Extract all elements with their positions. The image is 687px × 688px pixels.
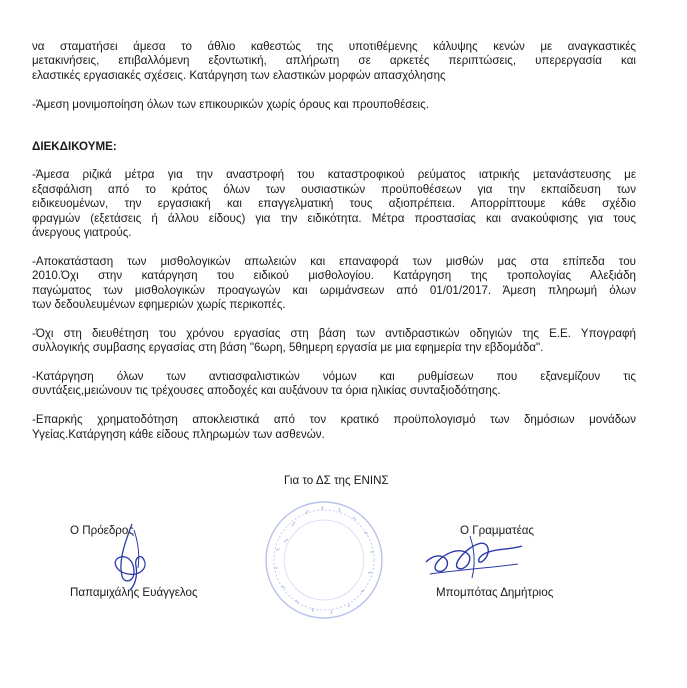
- secretary-name: Μπομπότας Δημήτριος: [436, 586, 554, 599]
- demand-paragraph-1: [32, 255, 636, 313]
- demand-paragraph-0: [32, 168, 636, 240]
- president-signature-icon: [104, 520, 164, 592]
- text-line: -Αποκατάσταση των μισθολογικών απωλειών και επαναφορά των μισθών μας στα επίπεδα του: [32, 254, 636, 268]
- intro-paragraph-1: [32, 98, 636, 112]
- text-line: Υγείας.Κατάργηση κάθε είδους πληρωμών των ασθενών.: [32, 427, 325, 441]
- text-line: παγώματος των μισθολογικών προαγωγών και ωριμάνσεων από 01/01/2017. Άμεση πληρωμή όλων: [32, 283, 636, 297]
- text-line: μετακινήσεις, επιβαλλόμενη εξοντωτική, απλήρωτη σε αρκετές περιπτώσεις, υπερεργασία και: [32, 54, 636, 68]
- demand-paragraph-4: [32, 413, 636, 442]
- demand-paragraph-2: [32, 327, 636, 356]
- text-line: -Επαρκής χρηματοδότηση αποκλειστικά από τον κρατικό προϋπολογισμό των δημόσιων μονάδων: [32, 413, 636, 427]
- signature-header: Για το ΔΣ της ΕΝΙΝΣ: [284, 474, 389, 487]
- official-stamp-icon: [262, 498, 386, 622]
- intro-paragraph-0: [32, 40, 636, 83]
- text-line: -Άμεση μονιμοποίηση όλων των επικουρικών χωρίς όρους και προυποθέσεις.: [32, 97, 429, 111]
- secretary-signature-icon: [418, 528, 528, 588]
- text-line: να σταματήσει άμεσα το άθλιο καθεστώς της υποτιθέμενης κάλυψης κενών με αναγκαστικές: [32, 40, 636, 53]
- secretary-role: Ο Γραμματέας: [460, 524, 535, 537]
- text-line: -Άμεσα ριζικά μέτρα για την αναστροφή του καταστροφικού ρεύματος ιατρικής μετανάστευσης με: [32, 168, 636, 182]
- text-line: φραγμών (εξετάσεις ή άλλου είδους) για την ειδικότητα. Μέτρα προστασίας και ανακούφισης για τους: [32, 211, 636, 225]
- text-line: εξασφάλιση από το κράτος όλων των ουσιαστικών προϋποθέσεων για την εκπαίδευση των: [32, 182, 636, 196]
- text-line: των δεδουλευμένων εφημεριών χωρίς περικοπές.: [32, 298, 286, 312]
- text-line: συντάξεις,μειώνουν τις τρέχουσες αποδοχές και αυξάνουν τα όρια ηλικίας συνταξιοδότησης.: [32, 384, 501, 398]
- president-name: Παπαμιχάλης Ευάγγελος: [70, 586, 198, 599]
- text-line: -Όχι στη διευθέτηση του χρόνου εργασίας στη βάση των αντιδραστικών οδηγιών της Ε.Ε. Υπογραφή: [32, 326, 636, 340]
- demands-heading: ΔΙΕΚΔΙΚΟΥΜΕ:: [32, 140, 117, 154]
- text-line: ελαστικές εργασιακές σχέσεις. Κατάργηση των ελαστικών μορφών απασχόλησης: [32, 68, 446, 82]
- text-line: συλλογικής συμβασης εργασίας στη βάση "6ωρη, 5θημερη εργασία με μια εφημερία την εβδομάδα".: [32, 341, 544, 355]
- text-line: ειδικευομένων, την εργασιακή και επαγγελματική τους αξιοπρέπεια. Απορρίπτουμε κάθε σχέδιο: [32, 197, 636, 211]
- text-line: άνεργους γιατρούς.: [32, 226, 132, 240]
- document-body: [32, 40, 636, 456]
- president-role: Ο Πρόεδρος: [70, 524, 134, 537]
- text-line: 2010.Όχι στην κατάργηση του ειδικού μισθολογίου. Κατάργηση της τροπολογίας Αλεξιάδη: [32, 269, 636, 283]
- demand-paragraph-3: [32, 370, 636, 399]
- text-line: -Κατάργηση όλων των αντιασφαλιστικών νόμων και ρυθμίσεων που εξανεμίζουν τις: [32, 370, 636, 384]
